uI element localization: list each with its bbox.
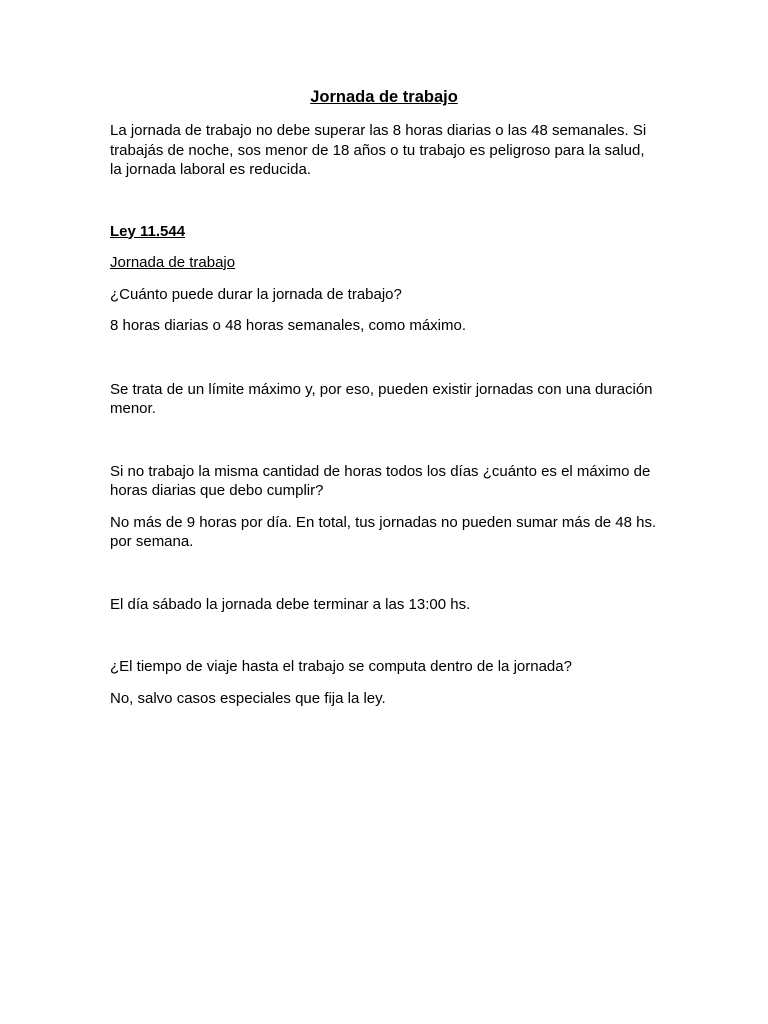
question-travel-time: ¿El tiempo de viaje hasta el trabajo se computa dentro de la jornada?: [110, 658, 572, 675]
answer-duration: 8 horas diarias o 48 horas semanales, como máximo.: [110, 317, 467, 334]
document-title: Jornada de trabajo: [310, 88, 458, 106]
question-daily-max: Si no trabajo la misma cantidad de horas todos los días ¿cuánto es el máximo de horas diarias que debo cumplir?: [110, 462, 651, 499]
intro-paragraph: La jornada de trabajo no debe superar las 8 horas diarias o las 48 semanales. Si trabajás de noche, sos menor de 18 años o tu trabajo es peligroso para la salud, la jornada laboral es reducida.: [110, 122, 647, 178]
section-title: Jornada de trabajo: [110, 254, 236, 271]
question-duration: ¿Cuánto puede durar la jornada de trabajo?: [110, 285, 402, 303]
saturday-paragraph: El día sábado la jornada debe terminar a las 13:00 hs.: [110, 595, 471, 613]
law-title: Ley 11.544: [110, 222, 186, 240]
answer-travel-time: No, salvo casos especiales que fija la ley.: [110, 689, 386, 707]
document-body: [110, 87, 658, 708]
limit-paragraph: Se trata de un límite máximo y, por eso, pueden existir jornadas con una duración menor.: [110, 380, 653, 417]
answer-daily-max: No más de 9 horas por día. En total, tus jornadas no pueden sumar más de 48 hs. por semana.: [110, 513, 657, 550]
